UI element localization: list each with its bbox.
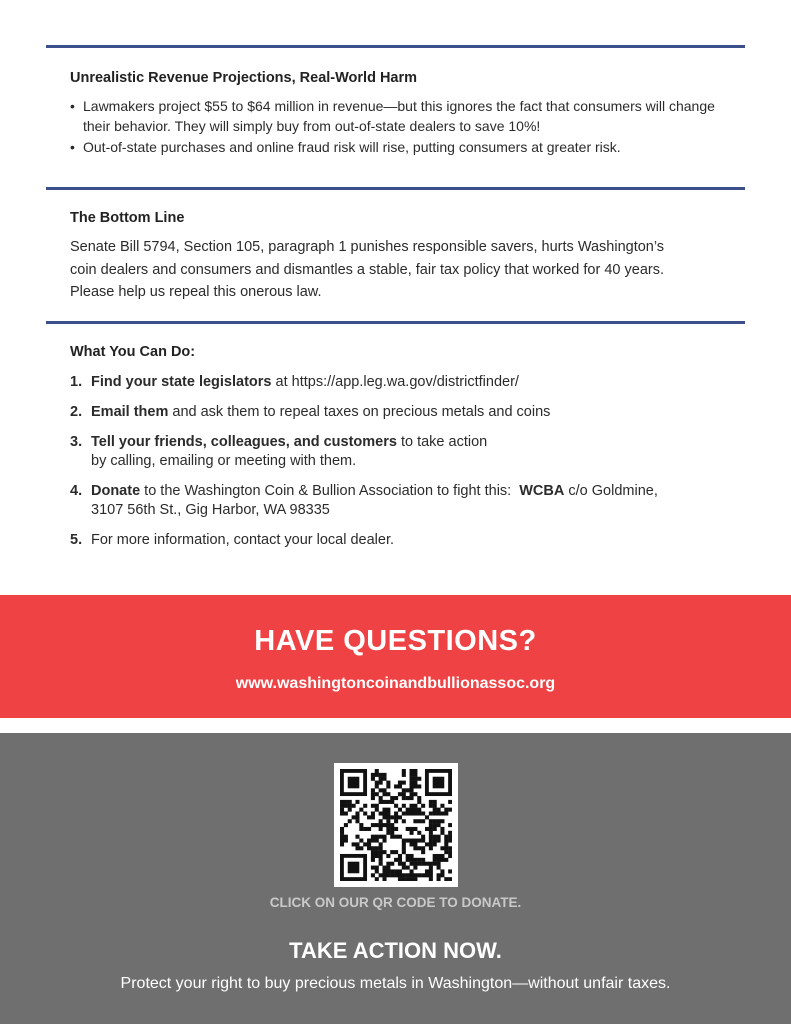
wcba-bold: WCBA bbox=[519, 483, 565, 499]
step-text: and ask them to repeal taxes on precious metals and coins bbox=[168, 404, 551, 420]
step-bold-text: Tell your friends, colleagues, and customers bbox=[91, 434, 397, 450]
step-4 bbox=[70, 482, 751, 520]
step-text: at https://app.leg.wa.gov/districtfinder/ bbox=[271, 374, 519, 390]
step-3 bbox=[70, 433, 487, 471]
step-text: to the Washington Coin & Bullion Association to fight this: bbox=[140, 483, 520, 499]
donate-banner bbox=[0, 733, 791, 1024]
divider-middle bbox=[46, 187, 745, 190]
revenue-section bbox=[70, 70, 740, 158]
website-link[interactable]: www.washingtoncoinandbullionassoc.org bbox=[235, 675, 556, 692]
step-2 bbox=[70, 403, 550, 422]
revenue-bullet-2: • Out-of-state purchases and online fraud risk will rise, putting consumers at greater risk. bbox=[70, 137, 740, 157]
step-text-line2: 3107 56th St., Gig Harbor, WA 98335 bbox=[91, 502, 330, 518]
step-number: 1. bbox=[70, 374, 83, 390]
step-1 bbox=[70, 373, 519, 392]
revenue-bullet-1: • Lawmakers project $55 to $64 million in revenue—but this ignores the fact that consumers will change their behavior. They will simply buy from out-of-state dealers to save 10%! bbox=[70, 96, 743, 136]
step-number: 3. bbox=[70, 434, 83, 450]
step-bold-text: Find your state legislators bbox=[91, 374, 272, 390]
step-number: 2. bbox=[70, 404, 83, 420]
questions-banner bbox=[0, 595, 791, 718]
what-you-can-do-section bbox=[70, 344, 740, 548]
divider-top bbox=[46, 45, 745, 48]
protect-text: Protect your right to buy precious metals in Washington—without unfair taxes. bbox=[120, 975, 671, 992]
bottom-line-heading: The Bottom Line bbox=[70, 210, 185, 226]
revenue-heading: Unrealistic Revenue Projections, Real-World Harm bbox=[70, 70, 418, 86]
step-text: to take action bbox=[396, 434, 488, 450]
step-bold-text: Donate bbox=[91, 483, 141, 499]
bottom-line-section bbox=[70, 210, 670, 304]
qr-code-icon bbox=[340, 769, 452, 881]
step-5 bbox=[70, 531, 394, 550]
divider-bottom bbox=[46, 321, 745, 324]
take-action-title: TAKE ACTION NOW. bbox=[289, 938, 502, 963]
bottom-line-text: Senate Bill 5794, Section 105, paragraph 1 punishes responsible savers, hurts Washington’s coin dealers and consumers and dismantles a stable, fair tax policy that worked for 40 years. Please help us repeal this onerous law. bbox=[70, 239, 665, 300]
qr-caption: CLICK ON OUR QR CODE TO DONATE. bbox=[269, 895, 522, 910]
what-you-can-do-heading: What You Can Do: bbox=[70, 344, 196, 360]
revenue-bullet-list bbox=[70, 96, 740, 157]
step-text-line2: by calling, emailing or meeting with them. bbox=[91, 453, 357, 469]
step-text: For more information, contact your local dealer. bbox=[91, 532, 395, 548]
step-bold-text: Email them bbox=[91, 404, 169, 420]
step-text-address: c/o Goldmine, bbox=[564, 483, 658, 499]
qr-code[interactable] bbox=[334, 763, 458, 887]
step-number: 4. bbox=[70, 483, 83, 499]
step-number: 5. bbox=[70, 532, 83, 548]
questions-title: HAVE QUESTIONS? bbox=[254, 625, 537, 657]
